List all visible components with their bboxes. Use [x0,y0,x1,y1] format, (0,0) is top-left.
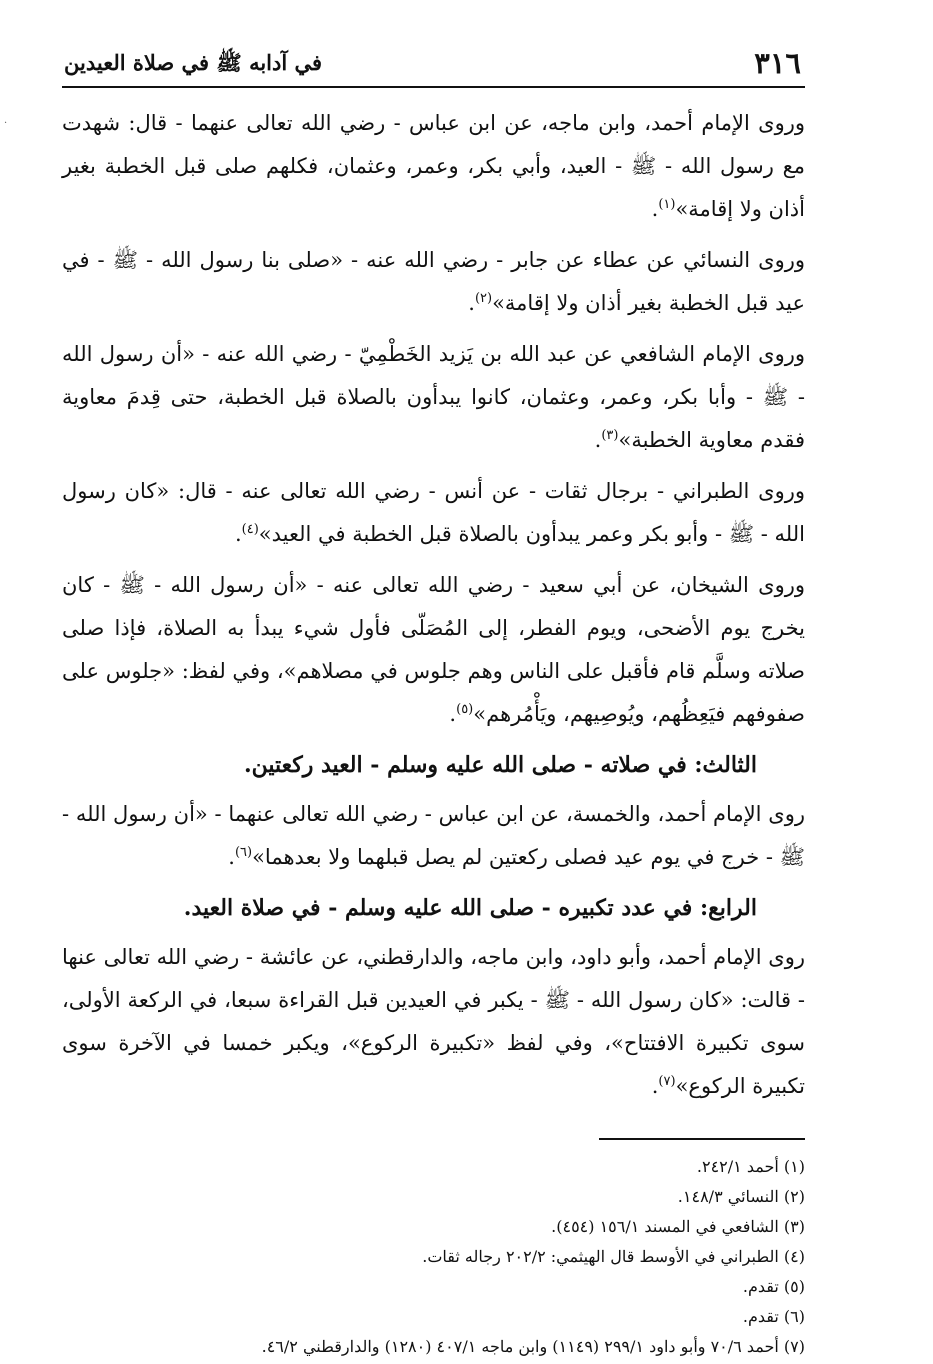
paragraph-text: روى الإمام أحمد، والخمسة، عن ابن عباس - رضي الله تعالى عنهما - «أن رسول الله - ﷺ - خرج في يوم عيد فصلى ركعتين لم يصل قبلهما ولا بعدهما» [62,802,805,869]
paragraph-text: وروى الطبراني - برجال ثقات - عن أنس - رضي الله تعالى عنه - قال: «كان رسول الله - ﷺ - وأبو بكر وعمر يبدأون بالصلاة قبل الخطبة في العيد» [62,479,805,546]
footnote: (٧) أحمد ٧٠/٦ وأبو داود ٢٩٩/١ (١١٤٩) وابن ماجه ٤٠٧/١ (١٢٨٠) والدارقطني ٤٦/٢. [261,1337,805,1356]
footnote-ref: (١) [658,197,676,212]
paragraph: روى الإمام أحمد، وأبو داود، وابن ماجه، والدارقطني، عن عائشة - رضي الله تعالى عنها - قالت: «كان رسول الله - ﷺ - يكبر في العيدين قبل القراءة سبعا، في الركعة الأولى، سوى تكبيرة الافتتاح»، وفي لفظ «تكبيرة الركوع»، ويكبر خمسا في الآخرة سوى تكبيرة الركوع»$^{(٧)}$. [62,945,805,1098]
footnote-ref: (٥) [456,702,474,717]
main-text [62,102,805,1108]
paragraph: وروى الإمام أحمد، وابن ماجه، عن ابن عباس - رضي الله تعالى عنهما - قال: شهدت مع رسول الله - ﷺ - العيد، وأبي بكر، وعمر، وعثمان، فكلهم صلى قبل الخطبة بغير أذان ولا إقامة»$^{(١)}$. [62,111,805,221]
paragraph: وروى الإمام الشافعي عن عبد الله بن يَزيد الخَطْمِيّ - رضي الله عنه - «أن رسول الله - ﷺ - وأبا بكر، وعمر، وعثمان، كانوا يبدأون بالصلاة قبل الخطبة، حتى قِدمَ معاوية فقدم معاوية الخطبة»$^{(٣)}$. [62,342,805,452]
paragraph-text: وروى النسائي عن عطاء عن جابر - رضي الله عنه - «صلى بنا رسول الله - ﷺ - في عيد قبل الخطبة بغير أذان ولا إقامة» [62,248,805,315]
footnote: (٢) النسائي ١٤٨/٣. [677,1187,805,1206]
paragraph-text: وروى الإمام أحمد، وابن ماجه، عن ابن عباس - رضي الله تعالى عنهما - قال: شهدت مع رسول الله - ﷺ - العيد، وأبي بكر، وعمر، وعثمان، فكلهم صلى قبل الخطبة بغير أذان ولا إقامة» [62,111,805,221]
running-head [62,44,805,88]
paragraph: وروى الطبراني - برجال ثقات - عن أنس - رضي الله تعالى عنه - قال: «كان رسول الله - ﷺ - وأبو بكر وعمر يبدأون بالصلاة قبل الخطبة في العيد»$^{(٤)}$. [62,479,805,546]
footnote-ref: (٦) [234,845,253,860]
footnote-ref: (٣) [601,428,619,443]
footnote: (٦) تقدم. [742,1307,805,1326]
paragraph-text: روى الإمام أحمد، وأبو داود، وابن ماجه، والدارقطني، عن عائشة - رضي الله تعالى عنها - قالت: «كان رسول الله - ﷺ - يكبر في العيدين قبل القراءة سبعا، في الركعة الأولى، سوى تكبيرة الافتتاح»، وفي لفظ «تكبيرة الركوع»، ويكبر خمسا في الآخرة سوى تكبيرة الركوع» [62,945,805,1098]
margin-dot: · [4,118,8,129]
footnote: (٥) تقدم. [742,1277,805,1296]
footnote: (١) أحمد ٢٤٢/١. [696,1157,805,1176]
footnotes [62,1152,805,1362]
section-heading: الرابع: في عدد تكبيره - صلى الله عليه وسلم - في صلاة العيد. [183,895,757,921]
paragraph-text: وروى الشيخان، عن أبي سعيد - رضي الله تعالى عنه - «أن رسول الله - ﷺ - كان يخرج يوم الأضحى، ويوم الفطر، إلى المُصَلّى فأول شيء يبدأ به الصلاة، فإذا صلى صلاته وسلَّم قام فأقبل على الناس وهم جلوس في مصلاهم»، وفي لفظ: «جلوس على صفوفهم فيَعِظُهم، ويُوصِيهم، ويَأْمُرهم» [62,573,805,726]
paragraph: وروى النسائي عن عطاء عن جابر - رضي الله عنه - «صلى بنا رسول الله - ﷺ - في عيد قبل الخطبة بغير أذان ولا إقامة»$^{(٢)}$. [62,248,805,315]
page-number: ٣١٦ [754,46,801,80]
footnote: (٣) الشافعي في المسند ١٥٦/١ (٤٥٤). [551,1217,805,1236]
paragraph: روى الإمام أحمد، والخمسة، عن ابن عباس - رضي الله تعالى عنهما - «أن رسول الله - ﷺ - خرج في يوم عيد فصلى ركعتين لم يصل قبلهما ولا بعدهما»$^{(٦)}$. [62,802,805,869]
paragraph-text: وروى الإمام الشافعي عن عبد الله بن يَزيد الخَطْمِيّ - رضي الله عنه - «أن رسول الله - ﷺ - وأبا بكر، وعمر، وعثمان، كانوا يبدأون بالصلاة قبل الخطبة، حتى قِدمَ معاوية فقدم معاوية الخطبة» [62,342,805,452]
footnote-ref: (٧) [658,1074,676,1089]
footnote: (٤) الطبراني في الأوسط قال الهيثمي: ٢٠٢/٢ رجاله ثقات. [422,1247,805,1266]
footnote-divider [599,1138,805,1140]
section-heading: الثالث: في صلاته - صلى الله عليه وسلم - العيد ركعتين. [243,752,757,778]
chapter-title: في آدابه ﷺ في صلاة العيدين [64,50,323,75]
paragraph: وروى الشيخان، عن أبي سعيد - رضي الله تعالى عنه - «أن رسول الله - ﷺ - كان يخرج يوم الأضحى، ويوم الفطر، إلى المُصَلّى فأول شيء يبدأ به الصلاة، فإذا صلى صلاته وسلَّم قام فأقبل على الناس وهم جلوس في مصلاهم»، وفي لفظ: «جلوس على صفوفهم فيَعِظُهم، ويُوصِيهم، ويَأْمُرهم»$^{(٥)}$. [62,573,805,726]
footnote-ref: (٢) [474,291,493,306]
footnote-ref: (٤) [241,522,259,537]
